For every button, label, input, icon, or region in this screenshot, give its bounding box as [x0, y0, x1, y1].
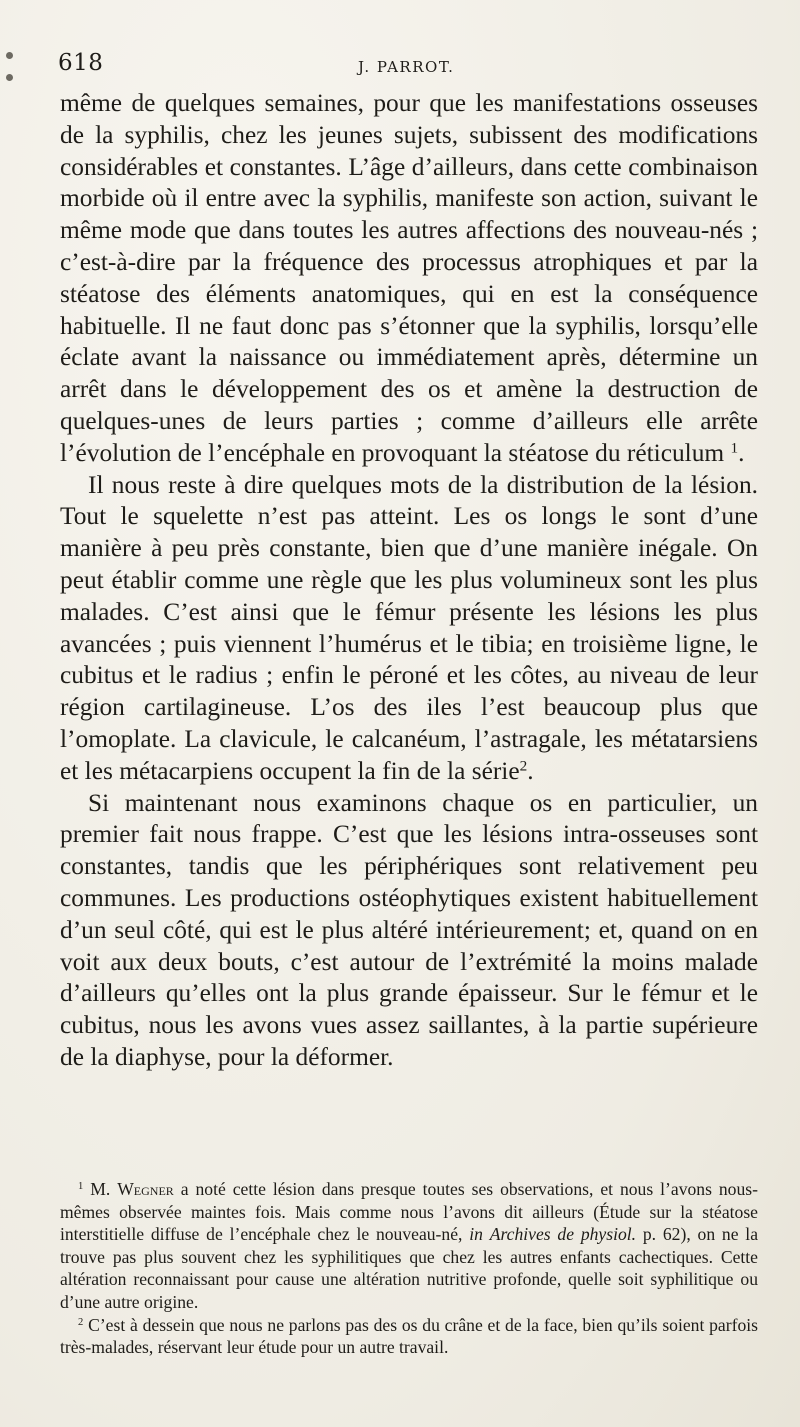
footnote-ref-2: 2: [519, 757, 528, 775]
paragraph-3-text: Si maintenant nous examinons chaque os en particulier, un premier fait nous frappe. C’est que les lésions intra-osseuses sont constantes, tandis que les périphériques sont relativement peu communes. Les productions ostéophytiques existent habituellement d’un seul côté, qui est le plus altéré intérieurement; et, quand on en voit aux deux bouts, c’est autour de l’extrémité la moins malade d’ailleurs qu’elles ont la plus grande épaisseur. Sur le fémur et le cubitus, nous les avons vues assez saillantes, à la partie supérieure de la diaphyse, pour la déformer.: [60, 788, 758, 1071]
paragraph-1-text: même de quelques semaines, pour que les manifestations osseuses de la syphilis, chez les jeunes sujets, subissent des modifications considérables et constantes. L’âge d’ailleurs, dans cette combinaison morbide où il entre avec la syphilis, manifeste son action, suivant le même mode que dans toutes les autres affections des nouveau-nés ; c’est-à-dire par la fréquence des processus atrophiques et par la stéatose des éléments anatomiques, qui en est la conséquence habituelle. Il ne faut donc pas s’étonner que la syphilis, lorsqu’elle éclate avant la naissance ou immédiatement après, détermine un arrêt dans le développement des os et amène la destruction de quelques-unes de leurs parties ; comme d’ailleurs elle arrête l’évolution de l’encéphale en provoquant la stéatose du réticulum: [60, 89, 758, 467]
footnote-1-text-a: a noté cette lésion dans presque toutes ses observations, et nous l’avons nous-mêmes observée maintes fois. Mais comme nous l’avons dit ailleurs (: [60, 1179, 758, 1222]
footnote-1-author-name: Wegner: [117, 1179, 174, 1199]
footnote-1-author-first: M.: [90, 1179, 111, 1199]
footnote-1-marker: 1: [78, 1181, 84, 1193]
paragraph-2-text: Il nous reste à dire quelques mots de la distribution de la lésion. Tout le squelette n’est pas atteint. Les os longs le sont d’une manière à peu près constante, bien que d’une manière inégale. On peut établir comme une règle que les plus volumineux sont les plus malades. C’est ainsi que le fémur présente les lésions les plus avancées ; puis viennent l’humérus et le tibia; en troisième ligne, le cubitus et le radius ; enfin le péroné et les côtes, au niveau de leur région cartilagineuse. L’os des iles l’est beaucoup plus que l’omoplate. La clavicule, le calcanéum, l’astragale, les métatarsiens et les métacarpiens occupent la fin de la série: [60, 470, 758, 785]
paragraph-2-end: .: [527, 756, 534, 785]
margin-ink-dot: [6, 52, 13, 59]
running-head: J. PARROT.: [358, 58, 455, 76]
paragraph-3: [60, 788, 758, 1074]
paragraph-1: [60, 88, 758, 470]
footnote-1-in: in: [469, 1224, 483, 1245]
footnote-1-journal: Archives de physiol.: [489, 1224, 637, 1245]
page-header: [58, 44, 758, 84]
paragraph-1-end: .: [738, 438, 745, 467]
footnote-2-marker: 2: [78, 1316, 84, 1328]
footnote-1-text-b: p. 62), on ne la trouve pas plus souvent chez les syphilitiques que chez les autres enfants cachectiques. Cette altération reconnaissant pour cause une altération nutritive profonde, quelle soit syphilitique ou d’une autre origine.: [60, 1224, 759, 1312]
paragraph-2: [60, 470, 758, 788]
footnote-2-text: C’est à dessein que nous ne parlons pas des os du crâne et de la face, bien qu’ils soient parfois très-malades, réservant leur étude pour un autre travail.: [60, 1314, 758, 1358]
footnotes: [60, 1178, 758, 1359]
page-number: 618: [58, 50, 104, 76]
margin-ink-dot: [6, 74, 13, 81]
footnote-ref-1: 1: [730, 439, 739, 457]
footnote-1-title: Étude sur la stéatose interstitielle diffuse de l’encéphale chez le nouveau-né,: [60, 1201, 758, 1245]
footnote-1: [60, 1178, 758, 1314]
main-text: [60, 88, 758, 1074]
footnote-2: [60, 1314, 758, 1359]
